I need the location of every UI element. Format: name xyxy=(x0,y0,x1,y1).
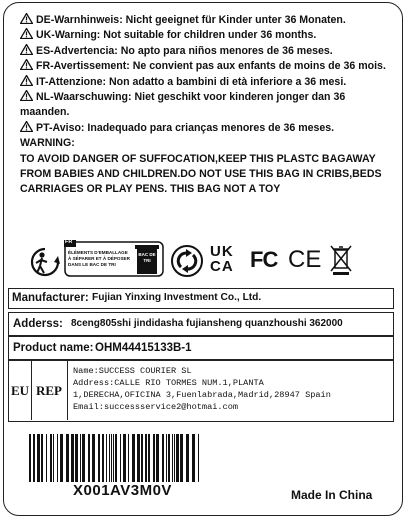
barcode-bar xyxy=(66,434,69,482)
recycle-icon xyxy=(170,244,204,278)
warning-triangle-icon xyxy=(20,59,33,70)
barcode-bar xyxy=(33,434,35,482)
barcode-bar xyxy=(102,434,104,482)
triman-text xyxy=(68,250,132,268)
weee-crossed-bin-icon xyxy=(330,244,352,276)
barcode-bar xyxy=(75,434,78,482)
warning-text: IT-Attenzione: Non adatto a bambini di età inferiore a 36 mesi. xyxy=(36,75,347,88)
barcode-bar xyxy=(132,434,135,482)
barcode-bar xyxy=(186,434,189,482)
ukca-mark-icon xyxy=(210,244,240,278)
barcode-bar xyxy=(115,434,117,482)
triman-text-line: ÉLÉMENTS D'EMBALLAGE xyxy=(68,250,128,255)
info-table xyxy=(8,288,394,424)
warning-text: DE-Warnhinweis: Nicht geeignet für Kinder unter 36 Monaten. xyxy=(36,14,346,26)
manufacturer-value: Fujian Yinxing Investment Co., Ltd. xyxy=(92,292,262,303)
address-value: 8ceng805shi jindidasha fujiansheng quanzhoushi 362000 xyxy=(71,318,343,329)
warning-triangle-icon xyxy=(20,28,33,39)
general-warning-heading: WARNING: xyxy=(20,137,75,150)
warnings-block xyxy=(20,13,395,198)
barcode-bar xyxy=(71,434,74,482)
triman-text-line: À SÉPARER ET À DÉPOSER xyxy=(68,256,130,261)
warning-es xyxy=(20,44,395,59)
compliance-symbols xyxy=(30,240,380,284)
triman-fr: FR xyxy=(65,239,73,245)
barcode-bar xyxy=(37,434,40,482)
barcode-bar xyxy=(111,434,112,482)
warning-uk xyxy=(20,28,395,43)
barcode-bar xyxy=(92,434,95,482)
warning-triangle-icon xyxy=(20,121,33,132)
barcode-bar xyxy=(80,434,81,482)
barcode-bar xyxy=(82,434,85,482)
barcode-bar xyxy=(57,434,58,482)
barcode-bar xyxy=(123,434,126,482)
barcode-bar xyxy=(106,434,107,482)
ukca-line: CA xyxy=(210,258,234,275)
warning-text: UK-Warning: Not suitable for children under 36 months. xyxy=(36,29,317,42)
warning-triangle-icon xyxy=(20,75,33,86)
barcode-bar xyxy=(109,434,110,482)
barcode-bar xyxy=(176,434,179,482)
ce-text: CE xyxy=(288,246,322,273)
barcode-bar xyxy=(60,434,63,482)
triman-text-line: DANS LE BAC DE TRI xyxy=(68,262,116,267)
barcode-bar xyxy=(88,434,90,482)
warning-triangle-icon xyxy=(20,13,33,24)
rep-cell: REP xyxy=(31,361,68,420)
made-in-china: Made In China xyxy=(291,488,373,502)
ce-mark-icon xyxy=(288,246,321,274)
general-warning-body: TO AVOID DANGER OF SUFFOCATION,KEEP THIS PLASTC BAGAWAY FROM BABIES AND CHILDREN.DO NOT USE THIS BAG IN CRIBS,BEDS CARRIAGES OR PLAY PENS. THIS BAG NOT A TOY xyxy=(20,152,382,196)
barcode-bar xyxy=(180,434,183,482)
barcode-bar xyxy=(145,434,147,482)
triman-icon xyxy=(30,246,60,278)
barcode-bar xyxy=(156,434,159,482)
barcode-bar xyxy=(50,434,52,482)
barcode xyxy=(29,434,201,484)
barcode-bar xyxy=(174,434,175,482)
warning-de xyxy=(20,13,395,28)
warning-triangle-icon xyxy=(20,44,33,55)
eu-cell: EU xyxy=(9,361,32,420)
barcode-bar xyxy=(166,434,167,482)
warning-fr xyxy=(20,59,395,74)
barcode-bar xyxy=(113,434,114,482)
ukca-line: UK xyxy=(210,243,234,260)
barcode-number: X001AV3M0V xyxy=(73,482,172,499)
barcode-bar xyxy=(137,434,140,482)
warning-text: FR-Avertissement: Ne convient pas aux enfants de moins de 36 mois. xyxy=(36,60,386,73)
product-value: OHM44415133B-1 xyxy=(95,342,192,354)
eu-rep-row xyxy=(8,360,394,422)
barcode-bar xyxy=(120,434,121,482)
barcode-bar xyxy=(148,434,150,482)
warning-pt xyxy=(20,121,395,136)
eu-rep-line: 1,DERECHA,OFICINA 3,Fuenlabrada,Madrid,28947 Spain xyxy=(73,390,331,400)
barcode-bar xyxy=(41,434,43,482)
barcode-bar xyxy=(192,434,195,482)
barcode-bar xyxy=(172,434,173,482)
product-row xyxy=(8,336,394,360)
barcode-bar xyxy=(162,434,164,482)
eu-rep-line: Email:successservice2@hotmai.com xyxy=(73,402,239,412)
barcode-bar xyxy=(98,434,100,482)
fcc-mark-icon xyxy=(250,247,277,273)
address-label: Adderss: xyxy=(13,318,63,330)
manufacturer-label: Manufacturer: xyxy=(12,292,89,304)
eu-rep-line: Name:SUCCESS COURIER SL xyxy=(73,366,192,376)
barcode-bar xyxy=(53,434,54,482)
address-row xyxy=(8,312,394,336)
barcode-bar xyxy=(198,434,199,482)
barcode-bar xyxy=(153,434,155,482)
warning-text: ES-Advertencia: No apto para niños menores de 36 meses. xyxy=(36,44,333,57)
triman-info-box xyxy=(64,240,164,278)
fcc-text: FC xyxy=(250,247,278,272)
eu-rep-line: Address:CALLE RIO TORMES NUM.1,PLANTA xyxy=(73,378,264,388)
warning-nl xyxy=(20,90,395,121)
bin-label: BAC DE TRI xyxy=(138,252,156,263)
warning-text: PT-Aviso: Inadequado para crianças menores de 36 meses. xyxy=(36,121,335,134)
warning-it xyxy=(20,75,395,90)
warning-triangle-icon xyxy=(20,90,33,101)
barcode-bar xyxy=(141,434,143,482)
barcode-bar xyxy=(168,434,170,482)
warning-text: NL-Waarschuwing: Niet geschikt voor kinderen jonger dan 36 maanden. xyxy=(20,91,346,119)
barcode-bar xyxy=(128,434,129,482)
product-label: Product name: xyxy=(13,342,94,354)
barcode-bar xyxy=(46,434,47,482)
eu-rep-details xyxy=(73,365,331,413)
manufacturer-row xyxy=(8,288,394,309)
barcode-bar xyxy=(29,434,31,482)
